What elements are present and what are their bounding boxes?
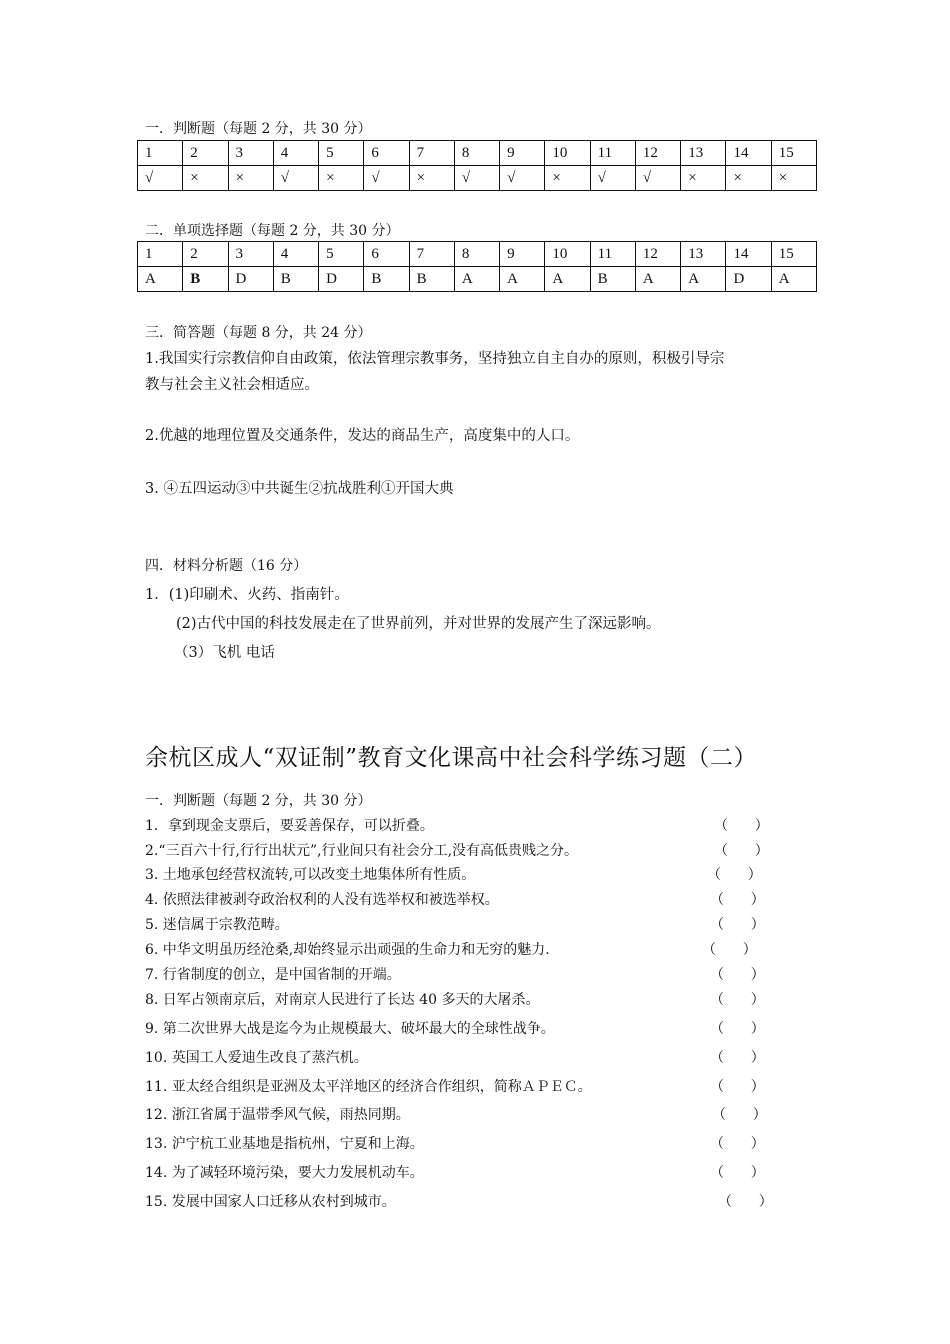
table-cell: √ xyxy=(590,166,635,191)
table-cell: 7 xyxy=(409,242,454,267)
table-cell: √ xyxy=(138,166,183,191)
table-row-answers xyxy=(138,166,817,191)
table-cell: × xyxy=(409,166,454,191)
table-cell: 2 xyxy=(183,242,228,267)
question-item: 9. 第二次世界大战是迄今为止规模最大、破坏最大的全球性战争。 xyxy=(145,1021,555,1037)
table-row-answers xyxy=(138,267,817,292)
table-cell: D xyxy=(319,267,364,292)
table-cell: D xyxy=(228,267,273,292)
question-item: 7. 行省制度的创立，是中国省制的开端。 xyxy=(145,967,401,983)
table-cell: 9 xyxy=(500,141,545,166)
table-cell: 9 xyxy=(500,242,545,267)
table-cell: 7 xyxy=(409,141,454,166)
table-cell: 8 xyxy=(454,242,499,267)
table-cell: 10 xyxy=(545,242,590,267)
question-item: 15. 发展中国家人口迁移从农村到城市。 xyxy=(145,1194,396,1210)
table-cell: A xyxy=(771,267,816,292)
answer-blank: （ ） xyxy=(710,1165,765,1181)
table-cell: × xyxy=(319,166,364,191)
table-cell: 15 xyxy=(771,242,816,267)
question-item: 14. 为了减轻环境污染，要大力发展机动车。 xyxy=(145,1165,424,1181)
table-cell: D xyxy=(726,267,771,292)
sec3-answer-1-line1: 1.我国实行宗教信仰自由政策，依法管理宗教事务，坚持独立自主自办的原则，积极引导宗 xyxy=(145,351,725,367)
question-item: 3. 土地承包经营权流转,可以改变土地集体所有性质。 xyxy=(145,867,476,883)
table-cell: B xyxy=(273,267,318,292)
table-cell: 6 xyxy=(364,141,409,166)
answer-blank: （ ） xyxy=(707,867,762,883)
answer-blank: （ ） xyxy=(710,1021,765,1037)
table-cell: B xyxy=(364,267,409,292)
table-row-numbers xyxy=(138,141,817,166)
table-cell: 14 xyxy=(726,242,771,267)
table-cell: A xyxy=(138,267,183,292)
table-cell: 5 xyxy=(319,242,364,267)
table-cell: A xyxy=(635,267,680,292)
table-cell: × xyxy=(681,166,726,191)
table-cell: √ xyxy=(454,166,499,191)
table-cell: 8 xyxy=(454,141,499,166)
answer-blank: （ ） xyxy=(710,917,765,933)
judgment-answer-table xyxy=(137,140,817,191)
part2-sec1-title: 一．判断题（每题 2 分，共 30 分） xyxy=(145,793,372,809)
sec3-title: 三．简答题（每题 8 分，共 24 分） xyxy=(145,325,372,341)
table-cell: 12 xyxy=(635,141,680,166)
table-cell: A xyxy=(545,267,590,292)
table-cell: √ xyxy=(500,166,545,191)
table-cell: √ xyxy=(273,166,318,191)
answer-blank: （ ） xyxy=(712,1107,767,1123)
table-cell: B xyxy=(183,267,228,292)
answer-blank: （ ） xyxy=(710,1136,765,1152)
table-cell: × xyxy=(545,166,590,191)
answer-blank: （ ） xyxy=(714,843,769,859)
answer-blank: （ ） xyxy=(710,967,765,983)
table-cell: 6 xyxy=(364,242,409,267)
page-title: 余杭区成人“双证制”教育文化课高中社会科学练习题（二） xyxy=(145,745,758,771)
table-cell: 1 xyxy=(138,141,183,166)
choice-answer-table xyxy=(137,241,817,292)
table-cell: √ xyxy=(364,166,409,191)
question-item: 12. 浙江省属于温带季风气候，雨热同期。 xyxy=(145,1107,410,1123)
table-cell: A xyxy=(681,267,726,292)
sec2-title: 二．单项选择题（每题 2 分，共 30 分） xyxy=(145,223,400,239)
table-cell: 3 xyxy=(228,242,273,267)
table-cell: B xyxy=(590,267,635,292)
sec4-answer-3: （3）飞机 电话 xyxy=(174,645,275,661)
answer-blank: （ ） xyxy=(710,892,765,908)
table-cell: 2 xyxy=(183,141,228,166)
table-cell: 10 xyxy=(545,141,590,166)
table-cell: 1 xyxy=(138,242,183,267)
question-item: 13. 沪宁杭工业基地是指杭州，宁夏和上海。 xyxy=(145,1136,424,1152)
table-cell: 12 xyxy=(635,242,680,267)
sec3-answer-2: 2.优越的地理位置及交通条件，发达的商品生产，高度集中的人口。 xyxy=(145,428,580,444)
question-item: 6. 中华文明虽历经沧桑,却始终显示出顽强的生命力和无穷的魅力. xyxy=(145,942,550,958)
answer-blank: （ ） xyxy=(714,818,769,834)
table-cell: √ xyxy=(635,166,680,191)
question-item: 5. 迷信属于宗教范畴。 xyxy=(145,917,289,933)
sec1-title: 一．判断题（每题 2 分，共 30 分） xyxy=(145,121,372,137)
answer-blank: （ ） xyxy=(710,1050,765,1066)
table-cell: 5 xyxy=(319,141,364,166)
table-cell: × xyxy=(726,166,771,191)
question-item: 11. 亚太经合组织是亚洲及太平洋地区的经济合作组织，简称ＡＰＥＣ。 xyxy=(145,1079,592,1095)
table-cell: × xyxy=(771,166,816,191)
table-cell: 14 xyxy=(726,141,771,166)
table-cell: × xyxy=(183,166,228,191)
sec3-answer-3: 3. ④五四运动③中共诞生②抗战胜利①开国大典 xyxy=(145,481,454,497)
table-cell: 13 xyxy=(681,242,726,267)
table-cell: 11 xyxy=(590,242,635,267)
sec3-answer-1-line2: 教与社会主义社会相适应。 xyxy=(145,377,319,393)
table-cell: A xyxy=(454,267,499,292)
sec4-answer-2: (2)古代中国的科技发展走在了世界前列，并对世界的发展产生了深远影响。 xyxy=(176,616,661,632)
table-cell: 15 xyxy=(771,141,816,166)
question-item: 10. 英国工人爱迪生改良了蒸汽机。 xyxy=(145,1050,368,1066)
table-cell: 13 xyxy=(681,141,726,166)
answer-blank: （ ） xyxy=(710,992,765,1008)
table-cell: × xyxy=(228,166,273,191)
answer-blank: （ ） xyxy=(718,1194,773,1210)
table-cell: 4 xyxy=(273,242,318,267)
question-item: 1．拿到现金支票后，要妥善保存，可以折叠。 xyxy=(145,818,434,834)
table-cell: A xyxy=(500,267,545,292)
question-item: 4. 依照法律被剥夺政治权利的人没有选举权和被选举权。 xyxy=(145,892,499,908)
table-cell: B xyxy=(409,267,454,292)
table-row-numbers xyxy=(138,242,817,267)
sec4-answer-1: 1．(1)印刷术、火药、指南针。 xyxy=(145,587,349,603)
question-item: 2.“三百六十行,行行出状元”,行业间只有社会分工,没有高低贵贱之分。 xyxy=(145,843,579,859)
table-cell: 4 xyxy=(273,141,318,166)
sec4-title: 四．材料分析题（16 分） xyxy=(145,558,308,574)
table-cell: 11 xyxy=(590,141,635,166)
answer-blank: （ ） xyxy=(702,942,757,958)
question-item: 8. 日军占领南京后，对南京人民进行了长达 40 多天的大屠杀。 xyxy=(145,992,540,1008)
table-cell: 3 xyxy=(228,141,273,166)
answer-blank: （ ） xyxy=(710,1079,765,1095)
